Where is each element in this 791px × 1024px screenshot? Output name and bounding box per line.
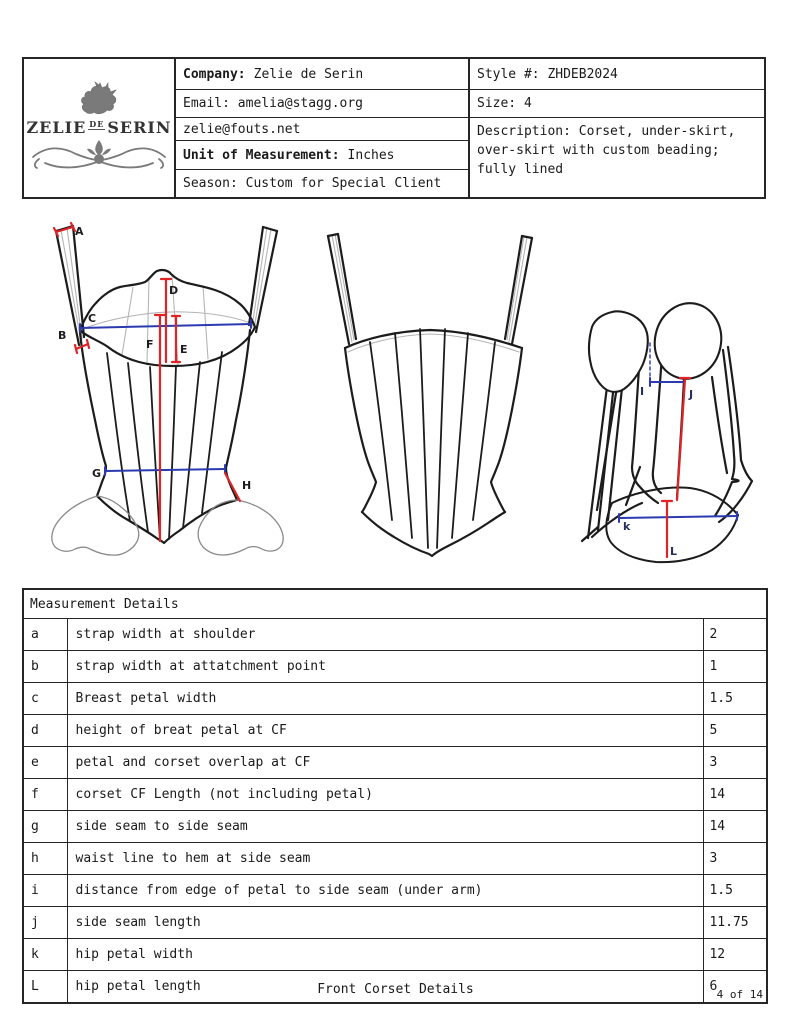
flourish-ornament-icon [29,135,169,175]
season-row [176,170,468,197]
table-row [23,651,767,683]
row-value: 1.5 [704,875,767,907]
row-value: 3 [704,843,767,875]
row-value: 1.5 [704,683,767,715]
row-key: k [23,939,67,971]
table-row [23,747,767,779]
row-value: 1 [704,651,767,683]
row-key: f [23,779,67,811]
label-e: E [180,343,188,356]
company-value: Zelie de Serin [253,66,364,82]
table-row [23,875,767,907]
label-i: I [640,385,645,398]
front-annotated-drawing [52,226,283,555]
label-g: G [92,467,102,480]
style-number-value: Style #: ZHDEB2024 [477,66,618,82]
row-desc: corset CF Length (not including petal) [67,779,704,811]
table-row [23,843,767,875]
table-row [23,939,767,971]
row-key: g [23,811,67,843]
table-row [23,907,767,939]
measure-line-k-hip-width [619,516,737,518]
row-value: 14 [704,779,767,811]
row-value: 11.75 [704,907,767,939]
label-h: H [242,479,252,492]
row-key: e [23,747,67,779]
size-row [470,90,764,118]
row-key: d [23,715,67,747]
brand-name-de: DE [89,119,105,129]
table-title: Measurement Details [23,589,767,619]
row-desc: side seam length [67,907,704,939]
table-row [23,779,767,811]
row-value: 5 [704,715,767,747]
style-info-column [470,59,764,197]
label-b: B [58,329,67,342]
label-k: k [623,520,631,533]
table-row [23,715,767,747]
sketch-light-lines [61,227,527,365]
row-desc: height of breat petal at CF [67,715,704,747]
red-measure-lines [54,223,690,557]
row-key: i [23,875,67,907]
row-value: 3 [704,747,767,779]
row-desc: waist line to hem at side seam [67,843,704,875]
row-desc: Breast petal width [67,683,704,715]
side-view-petals [589,297,728,392]
email-value: Email: amelia@stagg.org [183,96,364,111]
label-a: A [75,225,84,238]
label-d: D [169,284,179,297]
row-desc: strap width at shoulder [67,619,704,651]
brand-logo [24,59,176,197]
row-desc: side seam to side seam [67,811,704,843]
company-label: Company: [183,66,246,82]
dragon-crest-icon [77,81,121,117]
email2-row [176,118,468,141]
measurement-details-table [22,588,768,1004]
email-row [176,90,468,118]
description-cell: Description: Corset, under-skirt, over-skirt with custom beading; fully lined [477,124,736,177]
brand-name [26,117,171,135]
company-row [176,59,468,90]
label-c: C [88,312,97,325]
front-plain-drawing [328,234,532,556]
page-number: 4 of 14 [716,988,763,1001]
season-value: Season: Custom for Special Client [183,176,442,191]
style-number-row [470,59,764,90]
footer-page-title: Front Corset Details [317,982,474,997]
unit-value: Inches [347,147,395,163]
unit-label: Unit of Measurement: [183,147,340,163]
row-key: h [23,843,67,875]
row-value: 2 [704,619,767,651]
row-key: c [23,683,67,715]
sketch-ink-lines [52,226,752,562]
table-row [23,683,767,715]
row-key: b [23,651,67,683]
corset-sketches-svg [22,205,768,580]
row-desc: petal and corset overlap at CF [67,747,704,779]
header-info-table [22,57,766,199]
size-value: Size: 4 [477,96,532,111]
measure-line-h-side-hem [225,473,240,501]
row-key: L [23,971,67,1004]
email2-value: zelie@fouts.net [183,121,301,137]
label-l: L [670,545,678,558]
technical-drawings [22,205,768,580]
label-j: J [689,388,694,401]
row-value: 14 [704,811,767,843]
row-key: a [23,619,67,651]
label-f: F [146,338,154,351]
row-desc: strap width at attatchment point [67,651,704,683]
row-value: 12 [704,939,767,971]
brand-name-left: ZELIE [26,118,87,137]
row-desc: hip petal width [67,939,704,971]
row-value: 6 [704,971,767,1004]
unit-row [176,141,468,170]
row-desc: distance from edge of petal to side seam (under arm) [67,875,704,907]
company-info-column [176,59,470,197]
table-title-row [23,589,767,619]
row-key: j [23,907,67,939]
brand-name-right: SERIN [107,118,172,137]
table-row [23,811,767,843]
measure-line-j-side-seam [677,379,685,500]
row-desc: hip petal length [67,971,704,1004]
table-row [23,619,767,651]
